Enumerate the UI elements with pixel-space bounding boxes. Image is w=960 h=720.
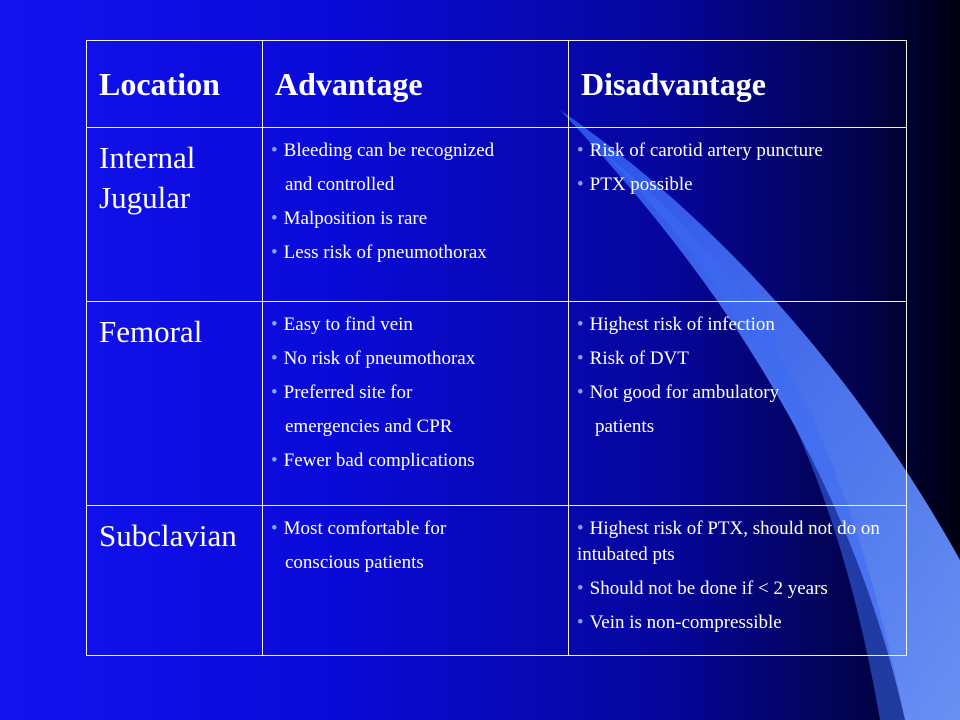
list-item: [577, 572, 900, 606]
list-item: [271, 168, 562, 202]
disadvantages-cell: [569, 506, 907, 656]
list-item-text: and controlled: [285, 174, 395, 195]
bullet-icon: •: [271, 382, 278, 403]
list-item-text: Easy to find vein: [283, 314, 413, 335]
bullet-icon: •: [271, 314, 278, 335]
bullet-icon: •: [577, 612, 584, 633]
list-item-text: Most comfortable for: [283, 518, 447, 539]
list-item-text: Risk of DVT: [589, 348, 689, 369]
bullet-icon: •: [271, 348, 278, 369]
list-item-text: Malposition is rare: [283, 208, 428, 229]
bullet-icon: •: [577, 174, 584, 195]
list-item-text: emergencies and CPR: [285, 416, 453, 437]
list-item: [271, 512, 562, 546]
list-item: [271, 308, 562, 342]
table-row: [87, 506, 907, 656]
list-item: [271, 546, 562, 580]
bullet-icon: •: [271, 450, 278, 471]
location-cell: [87, 506, 263, 656]
bullet-icon: •: [271, 140, 278, 161]
list-item-text: Bleeding can be recognized: [283, 140, 495, 161]
bullet-icon: •: [577, 382, 584, 403]
table-row: [87, 302, 907, 506]
advantages-cell: [263, 302, 569, 506]
list-item: [577, 410, 900, 444]
list-item-text: Vein is non-compressible: [589, 612, 782, 633]
disadvantages-cell: [569, 302, 907, 506]
list-item: [271, 376, 562, 410]
location-line: Femoral: [99, 314, 203, 349]
list-item: [271, 342, 562, 376]
list-item-text: PTX possible: [589, 174, 693, 195]
header-advantage: Advantage: [263, 41, 569, 128]
list-item-text: patients: [595, 416, 655, 437]
list-item: [577, 512, 900, 572]
bullet-icon: •: [577, 348, 584, 369]
list-item: [271, 134, 562, 168]
location-line: Internal: [99, 140, 196, 175]
disadvantages-cell: [569, 128, 907, 302]
bullet-icon: •: [271, 208, 278, 229]
list-item-text: Less risk of pneumothorax: [283, 242, 487, 263]
location-line: Jugular: [99, 180, 191, 215]
list-item: [577, 342, 900, 376]
header-row: [87, 41, 907, 128]
list-item: [271, 202, 562, 236]
list-item-text: No risk of pneumothorax: [283, 348, 476, 369]
list-item-text: Should not be done if < 2 years: [589, 578, 828, 599]
location-line: Subclavian: [99, 518, 237, 553]
list-item-text: Not good for ambulatory: [589, 382, 780, 403]
header-disadvantage: Disadvantage: [569, 41, 907, 128]
advantages-cell: [263, 128, 569, 302]
bullet-icon: •: [271, 518, 278, 539]
list-item-text: Risk of carotid artery puncture: [589, 140, 823, 161]
bullet-icon: •: [577, 578, 584, 599]
list-item-text: Preferred site for: [283, 382, 413, 403]
list-item-text: Highest risk of infection: [589, 314, 775, 335]
bullet-icon: •: [271, 242, 278, 263]
location-cell: [87, 302, 263, 506]
table-row: [87, 128, 907, 302]
list-item: [577, 134, 900, 168]
advantages-cell: [263, 506, 569, 656]
list-item: [577, 308, 900, 342]
bullet-icon: •: [577, 140, 584, 161]
list-item-text: Highest risk of PTX, should not do on intubated pts: [577, 518, 880, 565]
bullet-icon: •: [577, 314, 584, 335]
comparison-table: [86, 40, 907, 656]
header-location: Location: [87, 41, 263, 128]
list-item: [577, 606, 900, 640]
list-item: [271, 410, 562, 444]
list-item: [271, 236, 562, 270]
list-item: [577, 376, 900, 410]
list-item: [577, 168, 900, 202]
location-cell: [87, 128, 263, 302]
list-item: [271, 444, 562, 478]
bullet-icon: •: [577, 518, 584, 539]
list-item-text: Fewer bad complications: [283, 450, 475, 471]
list-item-text: conscious patients: [285, 552, 424, 573]
